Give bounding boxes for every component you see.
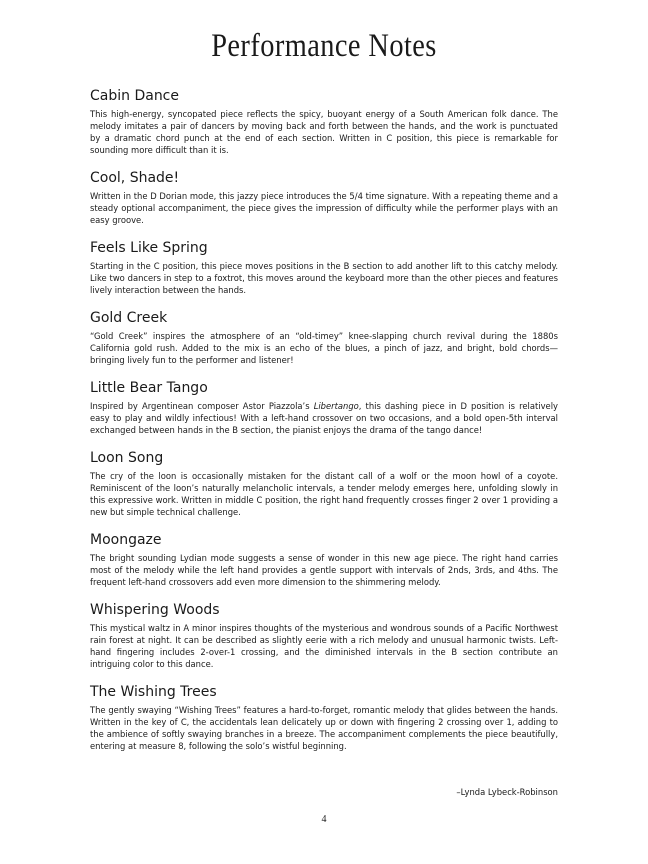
note-heading: Cabin Dance — [90, 88, 179, 104]
note-text: Written in the D Dorian mode, this jazzy piece introduces the 5/4 time signature. With a repeating theme and a steady optional accompaniment, the piece gives the impression of difficulty while the performer plays with an easy groove. — [90, 191, 558, 225]
note-text: This high-energy, syncopated piece reflects the spicy, buoyant energy of a South American folk dance. The melody imitates a pair of dancers by moving back and forth between the hands, and the work is punctuated by a dramatic chord punch at the end of each section. Written in C position, this piece is remarkable for sounding more difficult than it is. — [90, 109, 558, 155]
note-body — [90, 330, 558, 366]
note-heading: Whispering Woods — [90, 602, 220, 618]
note-body — [90, 108, 558, 156]
note-text: This mystical waltz in A minor inspires thoughts of the mysterious and wondrous sounds of a Pacific Northwest rain forest at night. It can be described as slightly eerie with a rich melody and unusual harmonic twists. Left-hand fingering includes 2-over-1 crossing, and the diminished intervals in the B section contribute an intriguing color to this dance. — [90, 623, 558, 669]
note-heading: Cool, Shade! — [90, 170, 180, 186]
note-heading: Loon Song — [90, 450, 164, 466]
note-section — [90, 240, 558, 296]
note-heading: Moongaze — [90, 532, 162, 548]
note-body — [90, 622, 558, 670]
italic-title: Libertango — [313, 401, 359, 411]
note-section — [90, 380, 558, 436]
author-signature: –Lynda Lybeck-Robinson — [456, 787, 558, 797]
note-text: , this dashing piece in D position is relatively easy to play and wildly infectious! With a left-hand crossover on two occasions, and a bold open-5th interval exchanged between hands in the B section, the pianist enjoys the drama of the tango dance! — [90, 401, 558, 435]
note-heading: The Wishing Trees — [90, 684, 217, 700]
note-text: “Gold Creek” inspires the atmosphere of an “old-timey” knee-slapping church revival during the 1880s California gold rush. Added to the mix is an echo of the blues, a pinch of jazz, and bright, bold chords—bringing lively fun to the performer and listener! — [90, 331, 558, 365]
note-body — [90, 552, 558, 588]
note-body — [90, 190, 558, 226]
note-section — [90, 450, 558, 518]
note-text: The bright sounding Lydian mode suggests a sense of wonder in this new age piece. The right hand carries most of the melody while the left hand provides a gentle support with intervals of 2nds, 3rds, and 4ths. The frequent left-hand crossovers add even more dimension to the shimmering melody. — [90, 553, 558, 587]
page-number: 4 — [321, 814, 327, 825]
note-heading: Little Bear Tango — [90, 380, 208, 396]
note-body — [90, 704, 558, 752]
page-title: Performance Notes — [211, 28, 437, 64]
note-heading: Gold Creek — [90, 310, 168, 326]
note-section — [90, 684, 558, 752]
note-body — [90, 260, 558, 296]
note-text: Starting in the C position, this piece moves positions in the B section to add another lift to this catchy melody. Like two dancers in step to a foxtrot, this moves around the keyboard more than the other pieces and features lively interaction between the hands. — [90, 261, 558, 295]
note-section — [90, 532, 558, 588]
note-body — [90, 400, 558, 436]
note-text: The cry of the loon is occasionally mistaken for the distant call of a wolf or the moon howl of a coyote. Reminiscent of the loon’s naturally melancholic intervals, a tender melody emerges here, unfolding slowly in this expressive work. Written in middle C position, the right hand frequently crosses finger 2 over 1 providing a new but simple technical challenge. — [90, 471, 558, 517]
note-heading: Feels Like Spring — [90, 240, 208, 256]
note-section — [90, 88, 558, 156]
note-section — [90, 602, 558, 670]
note-text: The gently swaying “Wishing Trees” features a hard-to-forget, romantic melody that glides between the hands. Written in the key of C, the accidentals lean delicately up or down with fingering 2 crossing over 1, adding to the ambience of softly swaying branches in a breeze. The accompaniment complements the piece beautifully, entering at measure 8, following the solo’s wistful beginning. — [90, 705, 558, 751]
note-section — [90, 170, 558, 226]
performance-notes-list — [90, 88, 558, 766]
note-section — [90, 310, 558, 366]
note-body — [90, 470, 558, 518]
note-text: Inspired by Argentinean composer Astor Piazzola’s — [90, 401, 314, 411]
